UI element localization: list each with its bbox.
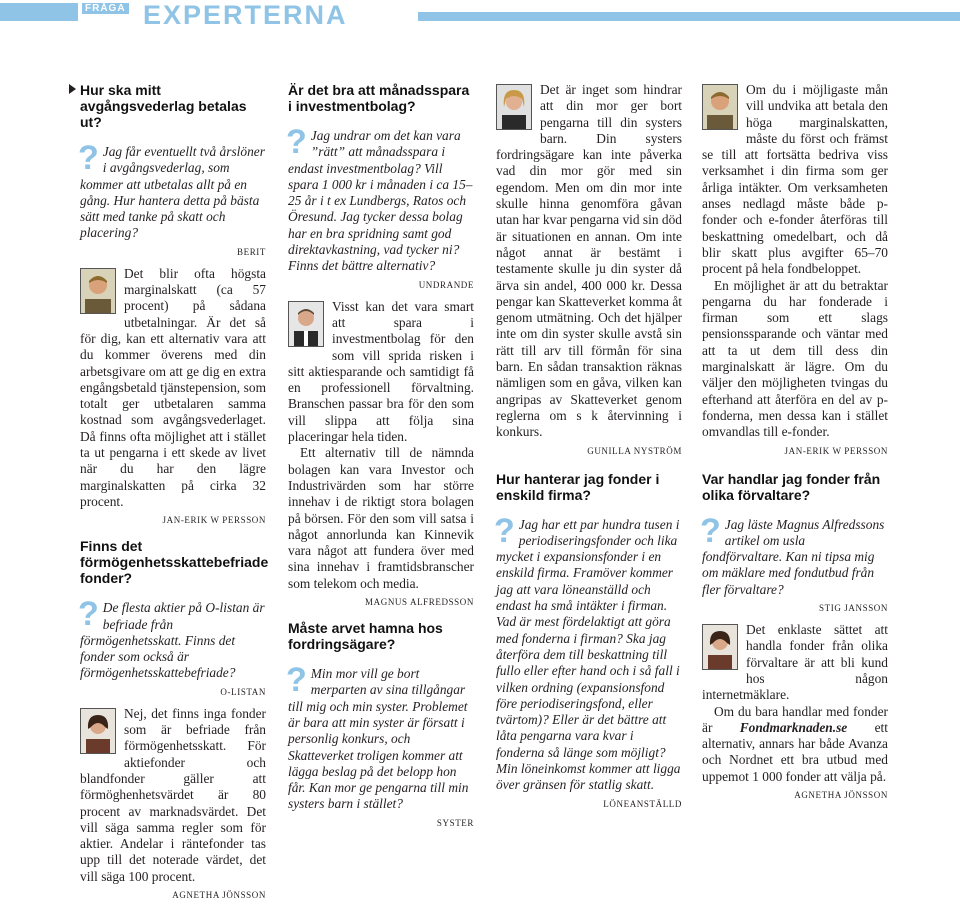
question-mark-icon: ? bbox=[494, 511, 515, 550]
expert-signature: AGNETHA JÖNSSON bbox=[172, 889, 266, 900]
asker-signature: O-LISTAN bbox=[220, 686, 266, 697]
question-text bbox=[78, 139, 266, 242]
expert-signature: JAN-ERIK W PERSSON bbox=[162, 515, 266, 526]
question-mark-icon: ? bbox=[78, 139, 99, 177]
question-headline bbox=[288, 82, 474, 114]
asker-signature: SYSTER bbox=[436, 817, 474, 828]
question-mark-icon: ? bbox=[78, 595, 99, 634]
arrow-icon bbox=[69, 84, 76, 94]
question-text bbox=[78, 595, 266, 681]
expert-portrait bbox=[702, 624, 738, 670]
expert-portrait bbox=[80, 268, 116, 314]
headline-text: Måste arvet hamna hos fordringsägare? bbox=[288, 620, 443, 653]
column-4 bbox=[702, 82, 888, 809]
asker-signature: BERIT bbox=[237, 246, 266, 257]
answer-body: Visst kan det vara smart att spara i investmentbolag för den som vill sprida risken i sitt aktiesparande och samtidigt få en professionell förvaltning. Branschen passar bra för den som vill slippa att följa sina placeringar hela tiden. bbox=[288, 298, 474, 445]
answer-text bbox=[80, 266, 266, 510]
header-kicker: FRÅGA bbox=[82, 3, 129, 14]
fondmarknaden-link[interactable]: Fondmarknaden.se bbox=[739, 719, 848, 735]
answer-text-2 bbox=[702, 704, 888, 785]
headline-text: Hur hanterar jag fonder i enskild firma? bbox=[496, 470, 660, 503]
expert-signature: GUNILLA NYSTRÖM bbox=[587, 445, 682, 456]
page-header bbox=[0, 0, 960, 38]
header-strip-right bbox=[418, 12, 960, 21]
answer-text-2: En möjlighet är att du betraktar pengarna du har fonderade i firman som ett slags pensionssparande och väntar med att ta ut dem till dess din marginalskatt är lägre. Om du väljer den möjligheten tvingas du efterhand att återföra en del av p-fonderna, men dessa kan i stället omvandlas till e-fonder. bbox=[702, 277, 888, 440]
answer-body: Det är inget som hindrar att din mor ger bort pengarna till din systers barn. Din systers fordringsägare kan inte påverka vad din mor gör med sin egendom. Men om din mor inte skulle hinna genomföra gåvan utan har kvar pengarna vid sin död är situationen en annan. Om inte något annat är bestämt i testamente skulle ju din syster då ärva sin andel, 400 000 kr. Dessa pengar kan Skatteverket komma åt genom utmätning. Och det hjälper inte om din syster skulle avstå sin rätt till arv till förmån för sina barn. En sådan transaktion räknas nämligen som en gåva, vilken kan angripas av Skatteverket genom reglerna om s k återvinning i konkurs. bbox=[496, 82, 682, 440]
headline-text: Finns det förmögenhetsskattebefriade fonder? bbox=[80, 538, 269, 587]
question-headline bbox=[80, 82, 266, 130]
question-body: Jag undrar om det kan vara ”rätt” att månadsspara i endast investmentbolag? Vill spara 1 000 kr i månaden i ca 15–25 år i t ex Lundbergs, Ratos och Öresund. Jag tycker dessa bolag har en bra spridning samt god direktavkastning, vad tycker ni? Finns det bättre alternativ? bbox=[288, 128, 473, 274]
answer-body: Det blir ofta högsta marginalskatt (ca 57 procent) på sådana utbetalningar. Är det så för dig, kan ett alternativ vara att du kommer överens med din arbetsgivare om att ge dig en extra engångsbetald tjänstepension, som totalt ger utbetalaren samma kostnad som avgångsvederlaget. Då finns ofta möjlighet att i stället ta ut pengarna i ett skede av livet när du har den lägre marginalskatten på cirka 32 procent. bbox=[80, 265, 266, 509]
header-strip-left bbox=[0, 3, 78, 21]
answer-body: Nej, det finns inga fonder som är befriade från förmögenhetsskatt. För aktiefonder och blandfonder gäller att förmöghenhetsvärdet är 80 procent av marknadsvärdet. Det vill säga samma regler som för aktier. Andelar i räntefonder tas upp till det noterade värdet, det vill säga 100 procent. bbox=[80, 705, 266, 884]
column-3 bbox=[496, 82, 682, 818]
answer-text bbox=[702, 622, 888, 703]
answer-body-c: ett alternativ, annars har både Avanza och Nordnet ett bra utbud med uppemot 1 000 fonder att välja på. bbox=[702, 719, 888, 784]
answer-text bbox=[80, 706, 266, 885]
column-1 bbox=[78, 82, 269, 909]
answer-text-2: Ett alternativ till de nämnda bolagen kan vara Investor och Industrivärden som har större innehav i de riktigt stora bolagen på börsen. För den som vill satsa i något annorlunda kan Kinnevik vara något att fundera över med sina innehav i framtidsbranscher som telekom och media. bbox=[288, 445, 474, 591]
question-headline bbox=[496, 471, 682, 503]
question-mark-icon: ? bbox=[286, 661, 307, 700]
expert-portrait bbox=[702, 84, 738, 130]
question-text bbox=[286, 661, 474, 813]
question-body: Min mor vill ge bort merparten av sina tillgångar till mig och min syster. Problemet är bara att min syster är försatt i personlig konkurs, och Skatteverket troligen kommer att lägga beslag på det belopp hon får. Kan mor ge pengarna till min systers barn i stället? bbox=[288, 666, 469, 812]
asker-signature: STIG JANSSON bbox=[819, 603, 888, 614]
answer-text bbox=[288, 299, 474, 446]
question-body: Jag får eventuellt två årslöner i avgångsvederlag, som kommer att utbetalas allt på en gång. Hur hantera detta på bästa sätt med tanke på skatt och placering? bbox=[80, 144, 265, 241]
asker-signature: LÖNEANSTÄLLD bbox=[603, 798, 682, 809]
headline-text: Hur ska mitt avgångsvederlag betalas ut? bbox=[80, 82, 247, 130]
answer-text bbox=[496, 82, 682, 441]
expert-signature: AGNETHA JÖNSSON bbox=[794, 789, 888, 800]
column-2 bbox=[288, 82, 474, 837]
expert-portrait bbox=[288, 301, 324, 347]
expert-signature: MAGNUS ALFREDSSON bbox=[365, 597, 474, 608]
expert-signature: JAN-ERIK W PERSSON bbox=[784, 445, 888, 456]
headline-text: Är det bra att månadsspara i investmentbolag? bbox=[288, 82, 470, 114]
headline-text: Var handlar jag fonder från olika förvaltare? bbox=[702, 470, 881, 503]
question-headline bbox=[80, 538, 269, 587]
question-headline bbox=[288, 620, 474, 652]
answer-body: Om du i möjligaste mån vill undvika att betala den höga marginalskatten, måste du först och främst se till att fortsätta bedriva viss verksamhet i din firma som ger årliga intäkter. Om verksamheten anses nedlagd måste både p-fonder och e-fonder återföras till beskattning omedelbart, och då blir skatt plus avgifter 65–70 procent på hela fondbeloppet. bbox=[702, 82, 888, 277]
answer-text bbox=[702, 82, 888, 278]
question-mark-icon: ? bbox=[286, 123, 307, 161]
expert-portrait bbox=[496, 84, 532, 130]
question-body: Jag har ett par hundra tusen i periodiseringsfonder och lika mycket i expansionsfonder i en enskild firma. Framöver kommer jag att vara löneanställd och endast ha små intäkter i firman. Vad är mest fördelaktigt att göra med fonderna i firman? Ska jag återföra dem till beskattning till fullo eller efter hand och i så fall i vilken ordning (expansionsfond före periodiseringsfond, eller tvärtom)? Eller är det bättre att låta pengarna vara kvar i fonderna så länge som möjligt? Min löneinkomst kommer att ligga över gränsen för statlig skatt. bbox=[496, 516, 681, 793]
question-body: De flesta aktier på O-listan är befriade från förmögenhetsskatt. Finns det fonder som också är förmögenhetsskattebefriade? bbox=[80, 600, 265, 681]
question-text bbox=[700, 511, 888, 598]
question-text bbox=[286, 123, 474, 275]
asker-signature: UNDRANDE bbox=[418, 279, 474, 290]
answer-body: Det enklaste sättet att handla fonder från olika förvaltare är att bli kund hos någon internetmäklare. bbox=[702, 622, 888, 703]
question-text bbox=[494, 511, 682, 794]
answer-body-b: Om du bara handlar med fonder är bbox=[702, 703, 888, 735]
expert-portrait bbox=[80, 708, 116, 754]
header-title: EXPERTERNA bbox=[143, 0, 348, 30]
question-mark-icon: ? bbox=[700, 511, 721, 550]
question-body: Jag läste Magnus Alfredssons artikel om usla fondförvaltare. Kan ni tipsa mig om mäklare med fondutbud från fler förvaltare? bbox=[702, 516, 885, 597]
question-headline bbox=[702, 471, 888, 503]
